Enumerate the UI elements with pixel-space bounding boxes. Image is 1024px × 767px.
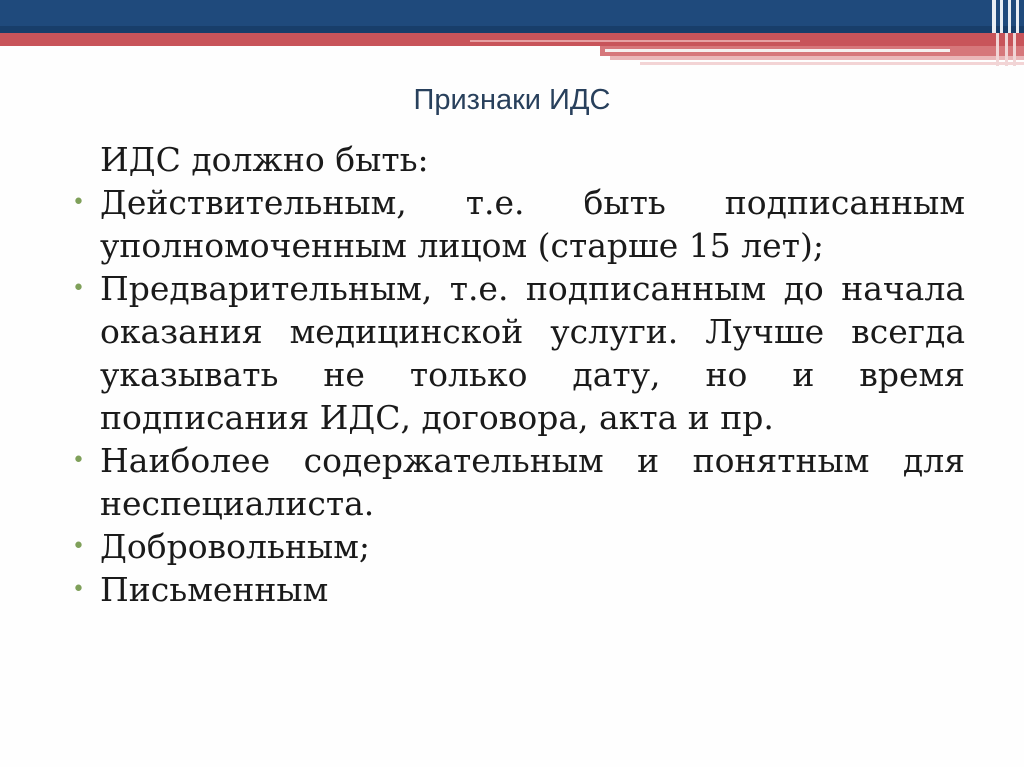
list-item bbox=[72, 267, 965, 439]
bullet-dot-icon: • bbox=[72, 577, 85, 602]
list-item bbox=[72, 568, 965, 611]
header-vertical-stripe bbox=[1008, 0, 1011, 33]
header-vertical-stripe bbox=[1013, 33, 1016, 66]
bullet-dot-icon: • bbox=[72, 190, 85, 215]
header-vertical-stripe bbox=[996, 33, 999, 66]
header-vertical-stripe bbox=[1005, 33, 1008, 66]
slide-body bbox=[72, 138, 965, 611]
list-item-text: Добровольным; bbox=[100, 527, 370, 566]
list-item bbox=[72, 525, 965, 568]
bullet-dot-icon: • bbox=[72, 534, 85, 559]
header-vertical-stripe bbox=[1000, 0, 1003, 33]
list-item-text: Предварительным, т.е. подписанным до начала оказания медицинской услуги. Лучше всегда указывать не только дату, но и время подписания ИДС, договора, акта и пр. bbox=[100, 269, 965, 437]
list-item bbox=[72, 439, 965, 525]
header-vertical-stripe bbox=[992, 0, 996, 33]
header-band-pink-light bbox=[640, 62, 1024, 65]
slide-title: Признаки ИДС bbox=[413, 84, 611, 116]
header-band-navy-shade bbox=[0, 26, 1024, 33]
bullet-dot-icon: • bbox=[72, 448, 85, 473]
header-band-pink bbox=[610, 56, 1024, 60]
list-item-text: Наиболее содержательным и понятным для неспециалиста. bbox=[100, 441, 965, 523]
bullet-dot-icon: • bbox=[72, 276, 85, 301]
header-vertical-stripe bbox=[1016, 0, 1019, 33]
list-item bbox=[72, 181, 965, 267]
header-line-light bbox=[605, 49, 950, 52]
bullet-list bbox=[72, 181, 965, 611]
intro-text: ИДС должно быть: bbox=[100, 140, 429, 179]
header-line-accent bbox=[470, 40, 800, 42]
list-item-text: Письменным bbox=[100, 570, 329, 609]
list-item-text: Действительным, т.е. быть подписанным уполномоченным лицом (старше 15 лет); bbox=[100, 183, 965, 265]
